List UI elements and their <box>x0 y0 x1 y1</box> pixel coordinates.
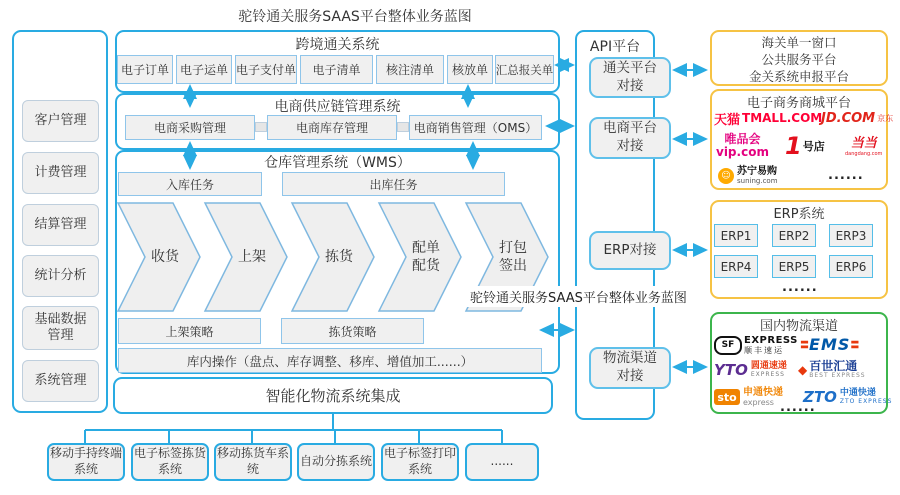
erp-box-6: ERP6 <box>829 255 873 278</box>
mall-platform-title: 电子商务商城平台 <box>746 96 851 111</box>
logistics-channels-title: 国内物流渠道 <box>759 319 838 334</box>
device-etag-picking: 电子标签拣货系统 <box>131 443 209 481</box>
sidebar-item-basedata: 基础数据管理 <box>22 306 99 350</box>
sidebar-item-statistics: 统计分析 <box>22 255 99 297</box>
best-diamond-icon: ◆ <box>798 363 808 377</box>
api-erp-connect: ERP对接 <box>589 231 671 270</box>
wms-pick-strategy: 拣货策略 <box>281 318 424 344</box>
device-handheld-terminal: 移动手持终端系统 <box>47 443 125 481</box>
customs-system-title: 跨境通关系统 <box>295 37 380 53</box>
doc-summary-declaration: 汇总报关单 <box>495 55 554 84</box>
erp-box-3: ERP3 <box>829 224 873 247</box>
wms-inbound-task: 入库任务 <box>118 172 262 196</box>
sidebar-item-system: 系统管理 <box>22 360 99 402</box>
erp-box-4: ERP4 <box>714 255 758 278</box>
logistics-more-dots: ...... <box>780 400 816 415</box>
device-picking-cart: 移动拣货车系统 <box>214 443 292 481</box>
vip-logo: 唯品会 vip.com <box>716 132 769 159</box>
doc-e-waybill: 电子运单 <box>176 55 232 84</box>
sidebar-item-customer: 客户管理 <box>22 100 99 142</box>
erp-box-5: ERP5 <box>772 255 816 278</box>
api-ecommerce-connect: 电商平台 对接 <box>589 117 671 159</box>
yhd-logo: 1 号店 <box>785 132 825 160</box>
logistics-integration-bar: 智能化物流系统集成 <box>113 377 553 414</box>
mall-more-dots: ...... <box>828 168 864 183</box>
wms-shelve-strategy: 上架策略 <box>118 318 261 344</box>
zto-logo: ZTO 中通快递 ZTO EXPRESS <box>803 388 893 406</box>
chevron-step-allocate: 配单 配货 <box>377 201 463 313</box>
module-inventory: 电商库存管理 <box>267 115 397 140</box>
supply-chain-title: 电商供应链管理系统 <box>274 99 401 115</box>
best-express-logo: ◆ 百世汇通 BEST EXPRESS <box>798 359 866 379</box>
doc-check-list: 核注清单 <box>376 55 444 84</box>
module-oms: 电商销售管理（OMS） <box>409 115 542 140</box>
chevron-step-pick: 拣货 <box>290 201 376 313</box>
chevron-step-receive: 收货 <box>116 201 202 313</box>
wms-outbound-task: 出库任务 <box>282 172 505 196</box>
customs-window-line: 公共服务平台 <box>761 52 837 67</box>
doc-e-manifest: 电子清单 <box>300 55 373 84</box>
sf-express-logo: SF EXPRESS 顺丰速运 <box>714 334 798 356</box>
erp-box-1: ERP1 <box>714 224 758 247</box>
suning-logo: ☺ 苏宁易购 suning.com <box>718 166 778 186</box>
device-etag-printing: 电子标签打印系统 <box>381 443 459 481</box>
sidebar-item-billing: 计费管理 <box>22 152 99 194</box>
chevron-step-pack: 打包 签出 <box>464 201 550 313</box>
module-purchase: 电商采购管理 <box>125 115 255 140</box>
doc-e-order: 电子订单 <box>117 55 173 84</box>
page-title: 驼铃通关服务SAAS平台整体业务蓝图 <box>238 9 472 25</box>
sto-logo: sto 申通快递 express <box>714 386 783 408</box>
customs-window-line: 海关单一窗口 <box>761 35 837 50</box>
dangdang-logo: 当当 dangdang.com <box>845 136 883 157</box>
doc-e-payment: 电子支付单 <box>235 55 297 84</box>
ems-logo: 〓 EMS 〓 <box>800 334 860 354</box>
suning-lion-icon: ☺ <box>718 168 734 184</box>
erp-systems-title: ERP系统 <box>773 207 825 222</box>
wms-title: 仓库管理系统（WMS） <box>264 155 411 171</box>
chevron-step-shelve: 上架 <box>203 201 289 313</box>
erp-more-dots: ...... <box>782 280 818 295</box>
doc-release-form: 核放单 <box>447 55 493 84</box>
sidebar-item-settlement: 结算管理 <box>22 204 99 246</box>
device-auto-sorting: 自动分拣系统 <box>297 443 375 481</box>
watermark-title: 驼铃通关服务SAAS平台整体业务蓝图 <box>467 286 690 307</box>
api-logistics-connect: 物流渠道 对接 <box>589 347 671 389</box>
jd-logo: JD.COM 京东 <box>821 110 894 126</box>
api-customs-connect: 通关平台 对接 <box>589 57 671 98</box>
device-more: ...... <box>465 443 539 481</box>
erp-box-2: ERP2 <box>772 224 816 247</box>
customs-window-line: 金关系统申报平台 <box>748 69 849 84</box>
api-platform-title: API平台 <box>589 39 641 55</box>
tmall-logo: 天猫 TMALL.COM <box>714 111 823 128</box>
wms-warehouse-operations: 库内操作（盘点、库存调整、移库、增值加工......） <box>118 348 542 373</box>
yto-logo: YTO 圆通速递 EXPRESS <box>714 361 787 379</box>
